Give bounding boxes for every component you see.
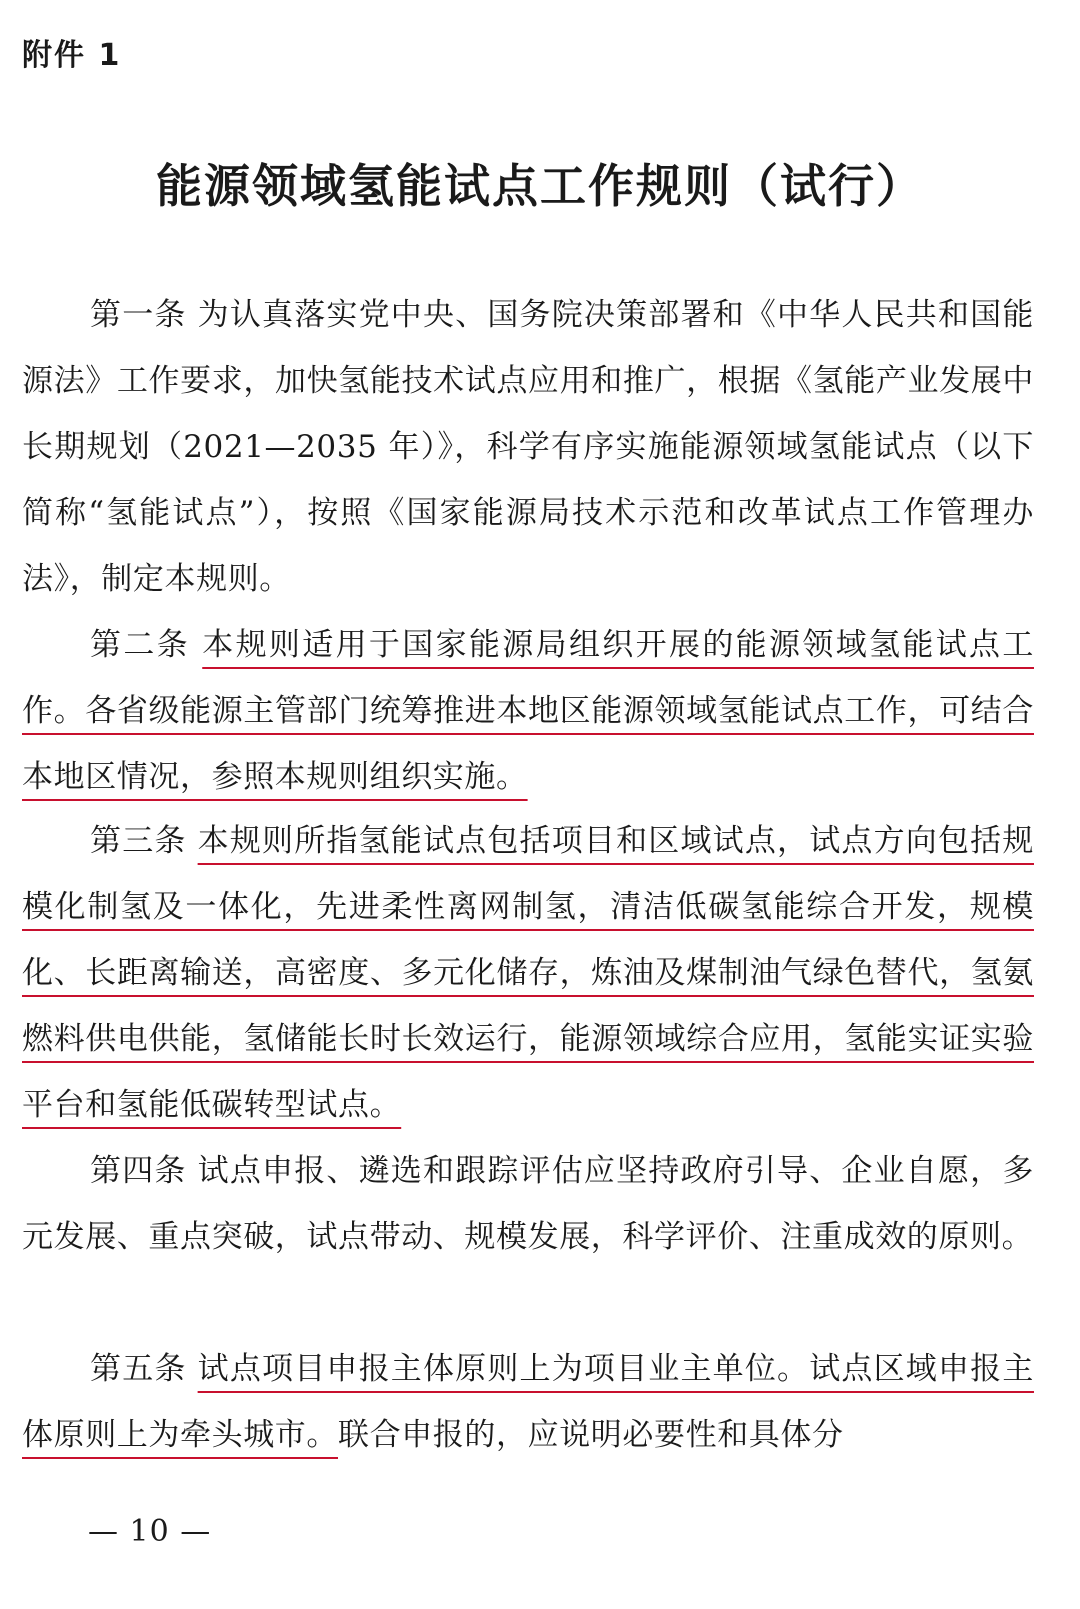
article-number: 第三条 (90, 823, 187, 859)
article-number: 第五条 (90, 1351, 187, 1387)
article-2 (22, 612, 1034, 810)
page-number: — 10 — (88, 1514, 212, 1549)
article-3 (22, 808, 1034, 1138)
article-text: 试点申报、遴选和跟踪评估应坚持政府引导、企业自愿，多元发展、重点突破，试点带动、规模发展，科学评价、注重成效的原则。 (22, 1153, 1034, 1255)
article-5 (22, 1336, 1034, 1468)
document-title: 能源领域氢能试点工作规则（试行） (156, 159, 924, 213)
highlighted-text: 试点项目申报主体原则上为项目业主单位。试点区域申报主体原则上为牵头城市。 (22, 1351, 1034, 1453)
article-text: 联合申报的，应说明必要性和具体分 (338, 1417, 844, 1453)
article-number: 第四条 (90, 1153, 187, 1189)
article-number: 第二条 (90, 627, 191, 663)
article-1 (22, 282, 1034, 612)
article-text: 为认真落实党中央、国务院决策部署和《中华人民共和国能源法》工作要求，加快氢能技术试点应用和推广，根据《氢能产业发展中长期规划（2021—2035 年）》，科学有序实施能源领域氢能试点（以下简称“氢能试点”），按照《国家能源局技术示范和改革试点工作管理办法》，制定本规则。 (22, 297, 1034, 597)
highlighted-text: 本规则所指氢能试点包括项目和区域试点，试点方向包括规模化制氢及一体化，先进柔性离网制氢，清洁低碳氢能综合开发，规模化、长距离输送，高密度、多元化储存，炼油及煤制油气绿色替代，氢氨燃料供电供能，氢储能长时长效运行，能源领域综合应用，氢能实证实验平台和氢能低碳转型试点。 (22, 823, 1034, 1123)
article-4 (22, 1138, 1034, 1270)
highlighted-text: 本规则适用于国家能源局组织开展的能源领域氢能试点工作。各省级能源主管部门统筹推进本地区能源领域氢能试点工作，可结合本地区情况，参照本规则组织实施。 (22, 627, 1034, 795)
article-number: 第一条 (90, 297, 187, 333)
attachment-label: 附件 1 (22, 38, 122, 73)
